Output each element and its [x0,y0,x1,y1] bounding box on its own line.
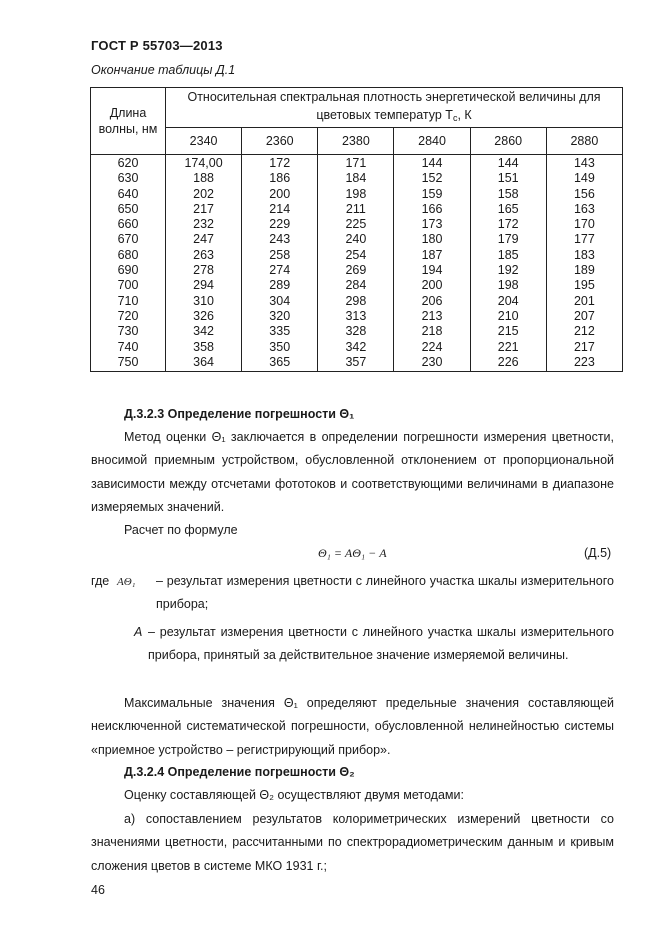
definition-symbol-a-theta: AΘ₁ [117,576,136,588]
value-cell: 210 [470,309,546,324]
value-cell: 223 [546,355,622,372]
value-cell: 211 [318,202,394,217]
value-cell: 180 [394,232,470,247]
wavelength-cell: 660 [91,217,166,232]
value-cell: 226 [470,355,546,372]
value-cell: 184 [318,171,394,186]
value-cell: 326 [166,309,242,324]
value-cell: 201 [546,294,622,309]
value-cell: 258 [242,248,318,263]
value-cell: 172 [242,155,318,172]
value-cell: 358 [166,340,242,355]
value-cell: 342 [166,324,242,339]
value-cell: 214 [242,202,318,217]
value-cell: 221 [470,340,546,355]
value-cell: 186 [242,171,318,186]
table-caption: Окончание таблицы Д.1 [91,63,236,77]
definition-a-theta-text: – результат измерения цветности с линейного участка шкалы измерительного прибора; [156,574,614,612]
page-number: 46 [91,883,105,897]
value-cell: 229 [242,217,318,232]
value-cell: 177 [546,232,622,247]
wavelength-cell: 680 [91,248,166,263]
table-row [91,187,623,202]
value-cell: 198 [318,187,394,202]
wavelength-cell: 700 [91,278,166,293]
value-cell: 174,00 [166,155,242,172]
table-row [91,324,623,339]
value-cell: 342 [318,340,394,355]
value-cell: 206 [394,294,470,309]
value-cell: 170 [546,217,622,232]
value-cell: 365 [242,355,318,372]
wavelength-cell: 710 [91,294,166,309]
wavelength-cell: 630 [91,171,166,186]
value-cell: 165 [470,202,546,217]
section-heading-theta2: Д.3.2.4 Определение погрешности Θ₂ [124,765,355,779]
value-cell: 144 [470,155,546,172]
definition-symbol-a: A [134,625,143,639]
formula-intro: Расчет по формуле [124,523,238,537]
temperature-header: 2860 [470,128,546,155]
value-cell: 263 [166,248,242,263]
value-cell: 194 [394,263,470,278]
value-cell: 212 [546,324,622,339]
value-cell: 357 [318,355,394,372]
table-row [91,340,623,355]
value-cell: 247 [166,232,242,247]
value-cell: 166 [394,202,470,217]
value-cell: 185 [470,248,546,263]
paragraph-max-theta1: Максимальные значения Θ₁ определяют предельные значения составляющей неисключенной систематической погрешности, обусловленной нелинейностью системы «приемное устройство – регистрирующий прибор». [91,696,614,757]
value-cell: 213 [394,309,470,324]
wavelength-cell: 730 [91,324,166,339]
value-cell: 192 [470,263,546,278]
group-header-tail: , К [457,108,472,122]
temperature-header: 2360 [242,128,318,155]
value-cell: 144 [394,155,470,172]
wavelength-cell: 620 [91,155,166,172]
value-cell: 289 [242,278,318,293]
value-cell: 350 [242,340,318,355]
value-cell: 230 [394,355,470,372]
equation-number: (Д.5) [584,546,612,560]
wavelength-cell: 720 [91,309,166,324]
value-cell: 173 [394,217,470,232]
value-cell: 284 [318,278,394,293]
value-cell: 189 [546,263,622,278]
definition-a [148,621,614,668]
wavelength-column-header [91,88,166,155]
value-cell: 294 [166,278,242,293]
temperature-header: 2380 [318,128,394,155]
value-cell: 171 [318,155,394,172]
value-cell: 188 [166,171,242,186]
table-row [91,263,623,278]
value-cell: 232 [166,217,242,232]
value-cell: 143 [546,155,622,172]
value-cell: 151 [470,171,546,186]
wavelength-cell: 670 [91,232,166,247]
section-heading-theta1: Д.3.2.3 Определение погрешности Θ₁ [124,407,355,421]
value-cell: 274 [242,263,318,278]
wavelength-header-line1: Длина [109,106,147,120]
wavelength-cell: 650 [91,202,166,217]
table-row [91,309,623,324]
value-cell: 310 [166,294,242,309]
wavelength-header-line2: волны, нм [98,122,158,136]
where-label: где [91,574,110,588]
value-cell: 156 [546,187,622,202]
value-cell: 172 [470,217,546,232]
paragraph-method-a: а) сопоставлением результатов колориметрических измерений цветности со значениями цветности, рассчитанными по спектрорадиометрическим данным и кривым сложения цветов в системе МКО 1931 г.; [91,812,614,873]
table-row [91,278,623,293]
value-cell: 183 [546,248,622,263]
value-cell: 195 [546,278,622,293]
value-cell: 200 [394,278,470,293]
table-row [91,202,623,217]
value-cell: 269 [318,263,394,278]
value-cell: 179 [470,232,546,247]
table-row [91,355,623,372]
definition-a-text: – результат измерения цветности с линейного участка шкалы измерительного прибора, принятый за действительное значение измеряемой величины. [148,625,614,663]
wavelength-cell: 750 [91,355,166,372]
value-cell: 158 [470,187,546,202]
table-row [91,155,623,172]
value-cell: 240 [318,232,394,247]
value-cell: 217 [546,340,622,355]
value-cell: 207 [546,309,622,324]
spectral-density-table [90,87,623,372]
temperature-header: 2340 [166,128,242,155]
value-cell: 187 [394,248,470,263]
group-header-subscript: c [452,113,458,123]
formula-d5: Θ₁ = AΘ₁ − A [318,546,387,560]
table-row [91,232,623,247]
value-cell: 204 [470,294,546,309]
wavelength-cell: 740 [91,340,166,355]
value-cell: 149 [546,171,622,186]
value-cell: 304 [242,294,318,309]
value-cell: 298 [318,294,394,309]
wavelength-cell: 690 [91,263,166,278]
temperature-header: 2840 [394,128,470,155]
value-cell: 152 [394,171,470,186]
value-cell: 218 [394,324,470,339]
value-cell: 215 [470,324,546,339]
table-row [91,217,623,232]
temperature-group-header [166,88,623,128]
table-row [91,248,623,263]
value-cell: 364 [166,355,242,372]
paragraph-theta2-methods: Оценку составляющей Θ₂ осуществляют двумя методами: [124,788,464,802]
value-cell: 217 [166,202,242,217]
table-row [91,294,623,309]
value-cell: 159 [394,187,470,202]
value-cell: 202 [166,187,242,202]
definition-a-theta [156,570,614,617]
value-cell: 225 [318,217,394,232]
temperature-header: 2880 [546,128,622,155]
paragraph-method-theta1: Метод оценки Θ₁ заключается в определении погрешности измерения цветности, вносимой приемным устройством, обусловленной отклонением от пропорциональной зависимости между отсчетами фототоков и соответствующими величинами в диапазоне измеряемых значений. [91,430,614,515]
value-cell: 198 [470,278,546,293]
value-cell: 243 [242,232,318,247]
value-cell: 200 [242,187,318,202]
value-cell: 320 [242,309,318,324]
wavelength-cell: 640 [91,187,166,202]
value-cell: 328 [318,324,394,339]
group-header-text: Относительная спектральная плотность энергетической величины для цветовых температур T [187,90,601,122]
value-cell: 335 [242,324,318,339]
value-cell: 163 [546,202,622,217]
value-cell: 278 [166,263,242,278]
table-row [91,171,623,186]
standard-designation: ГОСТ Р 55703—2013 [91,38,223,53]
value-cell: 313 [318,309,394,324]
value-cell: 254 [318,248,394,263]
value-cell: 224 [394,340,470,355]
